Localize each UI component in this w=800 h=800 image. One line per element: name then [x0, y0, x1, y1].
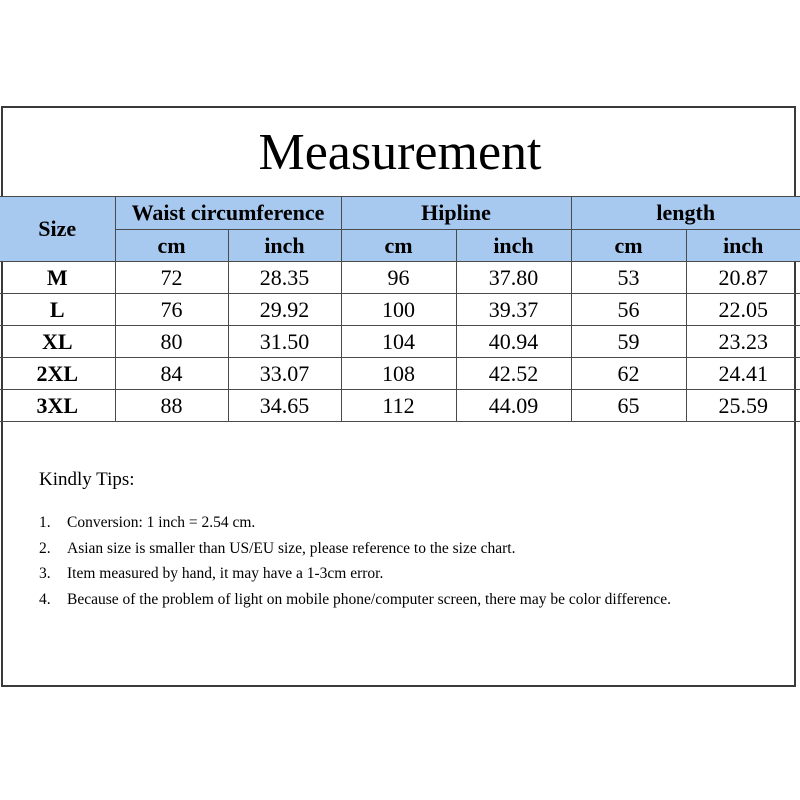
table-cell: 96: [341, 262, 456, 294]
table-cell: 40.94: [456, 326, 571, 358]
table-row: [0, 390, 800, 422]
list-item-number: 4.: [39, 590, 51, 608]
waist-group-header: Waist circumference: [115, 197, 341, 230]
table-cell: 104: [341, 326, 456, 358]
table-cell: 25.59: [686, 390, 800, 422]
list-item-number: 1.: [39, 514, 51, 531]
size-cell: 3XL: [0, 390, 115, 422]
length-group-header: length: [571, 197, 800, 230]
table-cell: 20.87: [686, 262, 800, 294]
tips-list: [39, 510, 707, 612]
list-item-number: 2.: [39, 539, 51, 557]
table-cell: 24.41: [686, 358, 800, 390]
size-cell: 2XL: [0, 358, 115, 390]
size-cell: L: [0, 294, 115, 326]
table-cell: 53: [571, 262, 686, 294]
unit-header: inch: [456, 230, 571, 262]
list-item-number: 3.: [39, 565, 51, 582]
list-item: [39, 587, 707, 613]
table-cell: 28.35: [228, 262, 341, 294]
table-row: [0, 326, 800, 358]
table-cell: 23.23: [686, 326, 800, 358]
unit-header: inch: [686, 230, 800, 262]
size-cell: XL: [0, 326, 115, 358]
hipline-group-header: Hipline: [341, 197, 571, 230]
table-row: [0, 358, 800, 390]
table-cell: 112: [341, 390, 456, 422]
size-cell: M: [0, 262, 115, 294]
unit-header: cm: [341, 230, 456, 262]
table-cell: 29.92: [228, 294, 341, 326]
table-cell: 34.65: [228, 390, 341, 422]
list-item-text: Asian size is smaller than US/EU size, please reference to the size chart.: [67, 539, 516, 557]
unit-header: cm: [115, 230, 228, 262]
tips-section: [39, 466, 707, 612]
list-item-text: Because of the problem of light on mobile phone/computer screen, there may be color difference.: [67, 590, 671, 608]
list-item: [39, 536, 707, 562]
size-column-header: Size: [0, 197, 115, 262]
list-item: [39, 510, 707, 536]
table-cell: 62: [571, 358, 686, 390]
page-title: Measurement: [258, 124, 542, 181]
table-cell: 22.05: [686, 294, 800, 326]
table-cell: 42.52: [456, 358, 571, 390]
table-row: [0, 262, 800, 294]
list-item-text: Conversion: 1 inch = 2.54 cm.: [67, 514, 256, 531]
table-cell: 56: [571, 294, 686, 326]
unit-header: inch: [228, 230, 341, 262]
size-table: [0, 196, 800, 422]
table-cell: 37.80: [456, 262, 571, 294]
table-row: [0, 294, 800, 326]
table-cell: 72: [115, 262, 228, 294]
table-cell: 31.50: [228, 326, 341, 358]
table-cell: 100: [341, 294, 456, 326]
table-cell: 33.07: [228, 358, 341, 390]
tips-heading: Kindly Tips:: [39, 469, 135, 490]
table-cell: 84: [115, 358, 228, 390]
table-cell: 88: [115, 390, 228, 422]
unit-header: cm: [571, 230, 686, 262]
list-item-text: Item measured by hand, it may have a 1-3cm error.: [67, 565, 384, 582]
table-cell: 108: [341, 358, 456, 390]
table-cell: 80: [115, 326, 228, 358]
table-cell: 76: [115, 294, 228, 326]
table-cell: 39.37: [456, 294, 571, 326]
list-item: [39, 561, 707, 587]
table-cell: 59: [571, 326, 686, 358]
table-cell: 65: [571, 390, 686, 422]
table-cell: 44.09: [456, 390, 571, 422]
